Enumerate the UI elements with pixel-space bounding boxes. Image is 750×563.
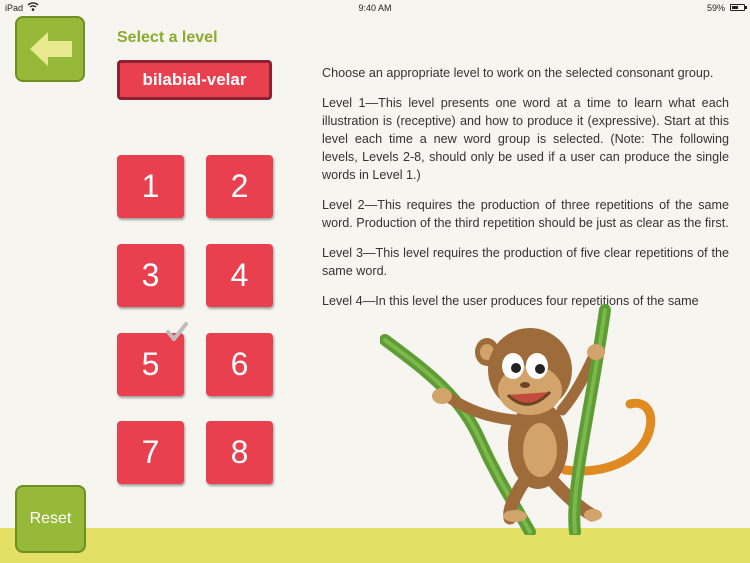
- level-3-button[interactable]: 3: [117, 244, 184, 307]
- level-2-button[interactable]: 2: [206, 155, 273, 218]
- arrow-left-icon: [30, 32, 72, 66]
- consonant-group-button[interactable]: bilabial-velar: [117, 60, 272, 100]
- description-paragraph: Level 3—This level requires the production of five clear repetitions of the same word.: [322, 246, 729, 278]
- description-paragraph: Level 2—This requires the production of three repetitions of the same word. Production of the third repetition should be just as clear as the first.: [322, 198, 729, 230]
- reset-button[interactable]: Reset: [15, 485, 86, 553]
- level-8-button[interactable]: 8: [206, 421, 273, 484]
- checkmark-icon: [166, 322, 188, 342]
- description-paragraph: Level 4—In this level the user produces four repetitions of the same: [322, 294, 699, 308]
- level-5-button[interactable]: 5: [117, 333, 184, 396]
- battery-icon: [730, 4, 745, 11]
- back-button[interactable]: [15, 16, 85, 82]
- level-7-button[interactable]: 7: [117, 421, 184, 484]
- monkey-illustration: [380, 300, 670, 535]
- description-paragraph: Choose an appropriate level to work on the selected consonant group.: [322, 66, 714, 80]
- clock: 9:40 AM: [358, 3, 392, 13]
- battery-percentage: 59%: [706, 3, 725, 13]
- carrier-label: iPad: [5, 3, 24, 13]
- level-6-button[interactable]: 6: [206, 333, 273, 396]
- level-1-button[interactable]: 1: [117, 155, 184, 218]
- status-bar: [0, 0, 750, 16]
- page-title: Select a level: [117, 29, 218, 46]
- level-4-button[interactable]: 4: [206, 244, 273, 307]
- description-paragraph: Level 1—This level presents one word at a time to learn what each illustration is (receptive) and how to produce it (expressive). Start at this level each time a new word group is selected. (Note: The following levels, Levels 2-8, should only be used if a user can produce the single words in Level 1.): [322, 96, 729, 182]
